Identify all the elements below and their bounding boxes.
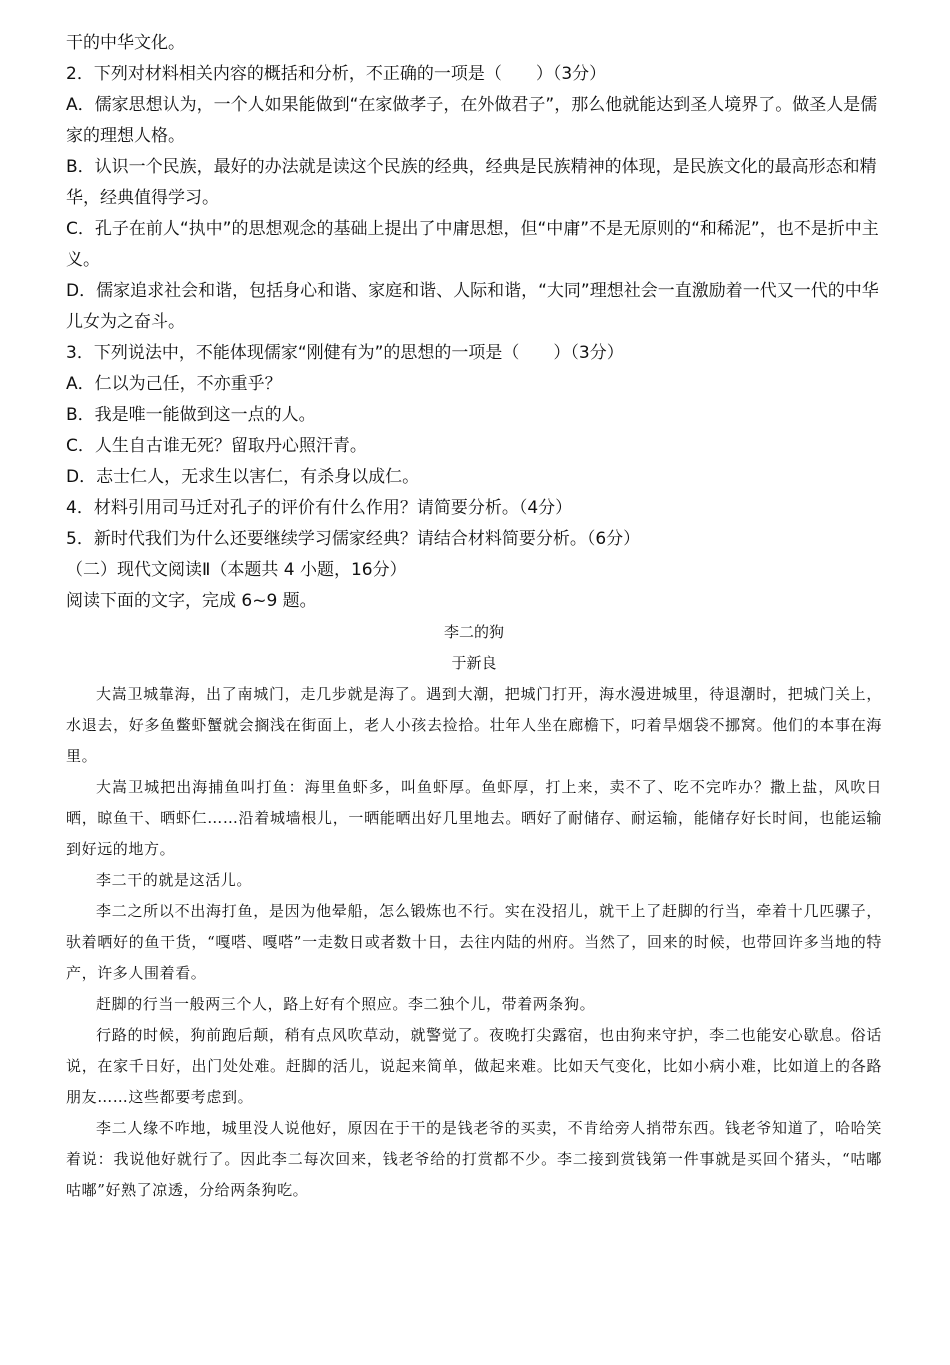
- reading-instruction: 阅读下面的文字，完成 6~9 题。: [66, 591, 317, 611]
- question-2-option-d: D．儒家追求社会和谐，包括身心和谐、家庭和谐、人际和谐，“大同”理想社会一直激励着一代又一代的中华儿女为之奋斗。: [66, 281, 879, 332]
- question-3-option-b: B．我是唯一能做到这一点的人。: [66, 405, 316, 425]
- story-paragraph: 李二干的就是这活儿。: [96, 871, 253, 889]
- section-heading: （二）现代文阅读Ⅱ（本题共 4 小题，16分）: [66, 560, 407, 580]
- question-3-option-c: C．人生自古谁无死？留取丹心照汗青。: [66, 436, 367, 456]
- story-paragraph: 李二之所以不出海打鱼，是因为他晕船，怎么锻炼也不行。实在没招儿，就干上了赶脚的行当，牵着十几匹骡子，驮着晒好的鱼干货，“嘎嗒、嘎嗒”一走数日或者数十日，去往内陆的州府。当然了，回来的时候，也带回许多当地的特产，许多人围着看。: [66, 902, 882, 982]
- question-2-option-c: C．孔子在前人“执中”的思想观念的基础上提出了中庸思想，但“中庸”不是无原则的“和稀泥”，也不是折中主义。: [66, 219, 879, 270]
- story-paragraph: 大嵩卫城靠海，出了南城门，走几步就是海了。遇到大潮，把城门打开，海水漫进城里，待退潮时，把城门关上，水退去，好多鱼鳖虾蟹就会搁浅在街面上，老人小孩去捡拾。壮年人坐在廊檐下，叼着旱烟袋不挪窝。他们的本事在海里。: [66, 685, 882, 765]
- story-paragraph: 赶脚的行当一般两三个人，路上好有个照应。李二独个儿，带着两条狗。: [96, 995, 596, 1013]
- question-2: 2．下列对材料相关内容的概括和分析，不正确的一项是（ ）（3分）: [66, 64, 607, 84]
- question-3: 3．下列说法中，不能体现儒家“刚健有为”的思想的一项是（ ）（3分）: [66, 343, 624, 363]
- question-2-option-a: A．儒家思想认为，一个人如果能做到“在家做孝子，在外做君子”，那么他就能达到圣人境界了。做圣人是儒家的理想人格。: [66, 95, 878, 146]
- text-line-continuation: 干的中华文化。: [66, 33, 185, 53]
- story-author: 于新良: [451, 654, 497, 672]
- story-paragraph: 大嵩卫城把出海捕鱼叫打鱼：海里鱼虾多，叫鱼虾厚。鱼虾厚，打上来，卖不了、吃不完咋办？撒上盐，风吹日晒，晾鱼干、晒虾仁……沿着城墙根儿，一晒能晒出好几里地去。晒好了耐储存、耐运输，能储存好长时间，也能运输到好远的地方。: [66, 778, 882, 858]
- question-3-option-a: A．仁以为己任，不亦重乎？: [66, 374, 282, 394]
- question-3-option-d: D．志士仁人，无求生以害仁，有杀身以成仁。: [66, 467, 420, 487]
- question-5: 5．新时代我们为什么还要继续学习儒家经典？请结合材料简要分析。（6分）: [66, 529, 641, 549]
- story-paragraph: 李二人缘不咋地，城里没人说他好，原因在于干的是钱老爷的买卖，不肯给旁人捎带东西。钱老爷知道了，哈哈笑着说：我说他好就行了。因此李二每次回来，钱老爷给的打赏都不少。李二接到赏钱第一件事就是买回个猪头，“咕嘟咕嘟”好熟了凉透，分给两条狗吃。: [66, 1119, 882, 1199]
- story-title: 李二的狗: [443, 623, 504, 641]
- question-4: 4．材料引用司马迁对孔子的评价有什么作用？请简要分析。（4分）: [66, 498, 573, 518]
- question-2-option-b: B．认识一个民族，最好的办法就是读这个民族的经典，经典是民族精神的体现，是民族文化的最高形态和精华，经典值得学习。: [66, 157, 877, 208]
- story-paragraph: 行路的时候，狗前跑后颠，稍有点风吹草动，就警觉了。夜晚打尖露宿，也由狗来守护，李二也能安心歇息。俗话说，在家千日好，出门处处难。赶脚的活儿，说起来简单，做起来难。比如天气变化，比如小病小难，比如道上的各路朋友……这些都要考虑到。: [66, 1026, 882, 1106]
